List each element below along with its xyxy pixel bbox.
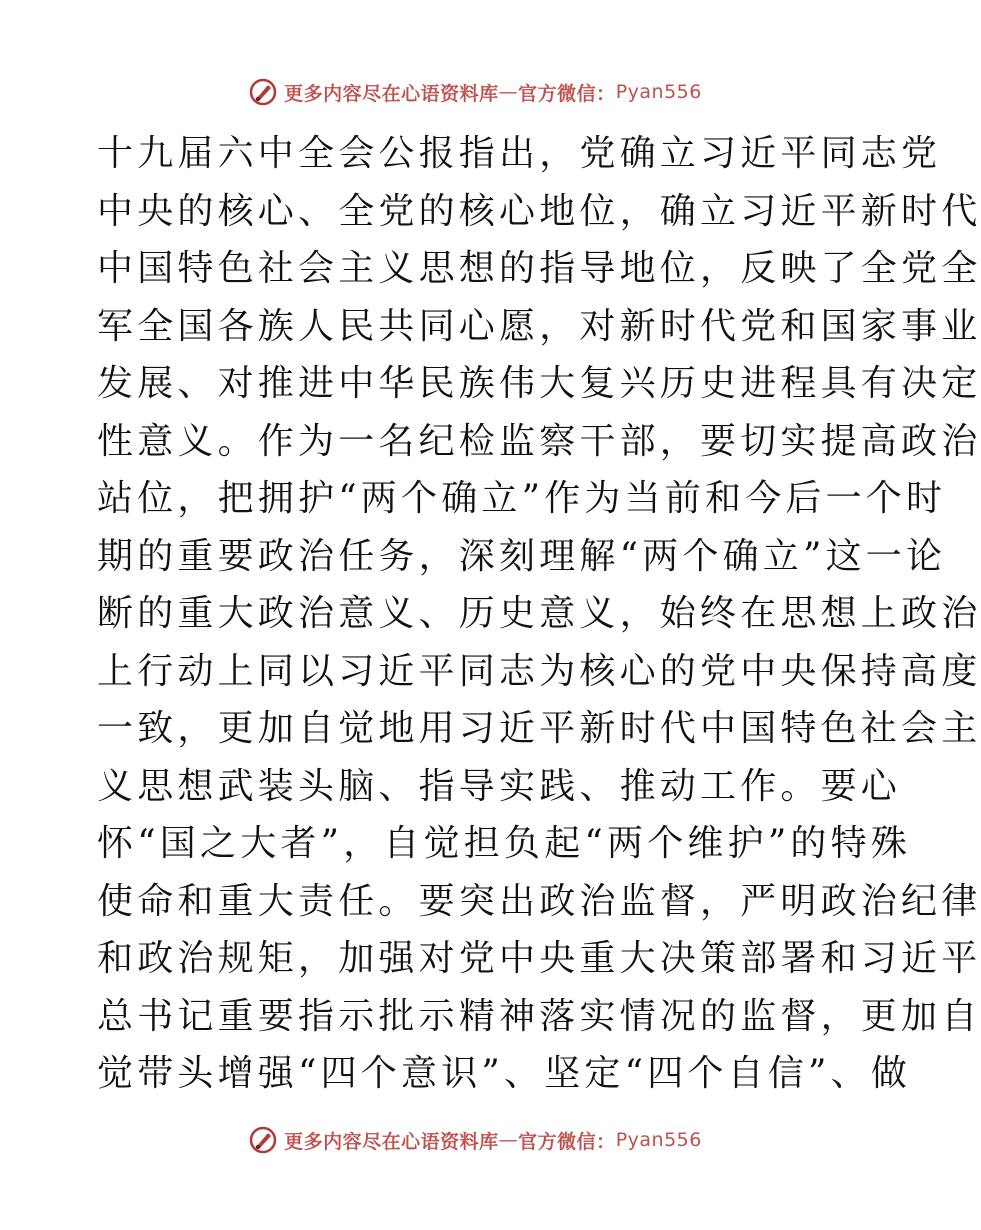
text-line: 性意义。作为一名纪检监察干部，要切实提高政治 — [97, 420, 981, 462]
text-line: 使命和重大责任。要突出政治监督，严明政治纪律 — [97, 880, 981, 922]
watermark-wechat-label: 官方微信： — [518, 1130, 616, 1153]
text-line: 怀“国之大者”，自觉担负起“两个维护”的特殊 — [97, 823, 912, 864]
text-line: 总书记重要指示批示精神落实情况的监督，更加自 — [97, 995, 981, 1037]
watermark-account: Pyan556 — [615, 1129, 702, 1151]
watermark-separator: — — [498, 1129, 519, 1151]
watermark-wechat-label: 官方微信： — [518, 82, 616, 105]
text-line: 发展、对推进中华民族伟大复兴历史进程具有决定 — [97, 363, 981, 404]
text-line: 站位，把拥护“两个确立”作为当前和今后一个时 — [97, 478, 947, 519]
text-line: 中国特色社会主义思想的指导地位，反映了全党全 — [97, 248, 981, 289]
watermark-account: Pyan556 — [615, 81, 702, 103]
text-line: 觉带头增强“四个意识”、坚定“四个自信”、做 — [97, 1053, 912, 1094]
watermark-brand: 更多内容尽在心语资料库 — [284, 82, 499, 105]
text-line: 上行动上同以习近平同志为核心的党中央保持高度 — [97, 650, 981, 692]
text-line: 和政治规矩，加强对党中央重大决策部署和习近平 — [97, 938, 981, 979]
footer-watermark — [0, 1120, 950, 1160]
pen-seal-icon — [248, 1125, 278, 1155]
watermark-separator: — — [498, 81, 519, 103]
text-line: 十九届六中全会公报指出，党确立习近平同志党 — [97, 133, 942, 174]
text-line: 期的重要政治任务，深刻理解“两个确立”这一论 — [97, 535, 947, 577]
watermark-brand: 更多内容尽在心语资料库 — [284, 1130, 499, 1153]
text-line: 断的重大政治意义、历史意义，始终在思想上政治 — [97, 593, 981, 634]
text-line: 中央的核心、全党的核心地位，确立习近平新时代 — [97, 190, 981, 232]
text-line: 一致，更加自觉地用习近平新时代中国特色社会主 — [97, 708, 981, 749]
pen-seal-icon — [248, 77, 278, 107]
text-line: 军全国各族人民共同心愿，对新时代党和国家事业 — [97, 305, 981, 347]
text-line: 义思想武装头脑、指导实践、推动工作。要心 — [97, 765, 902, 807]
header-watermark — [0, 72, 950, 112]
